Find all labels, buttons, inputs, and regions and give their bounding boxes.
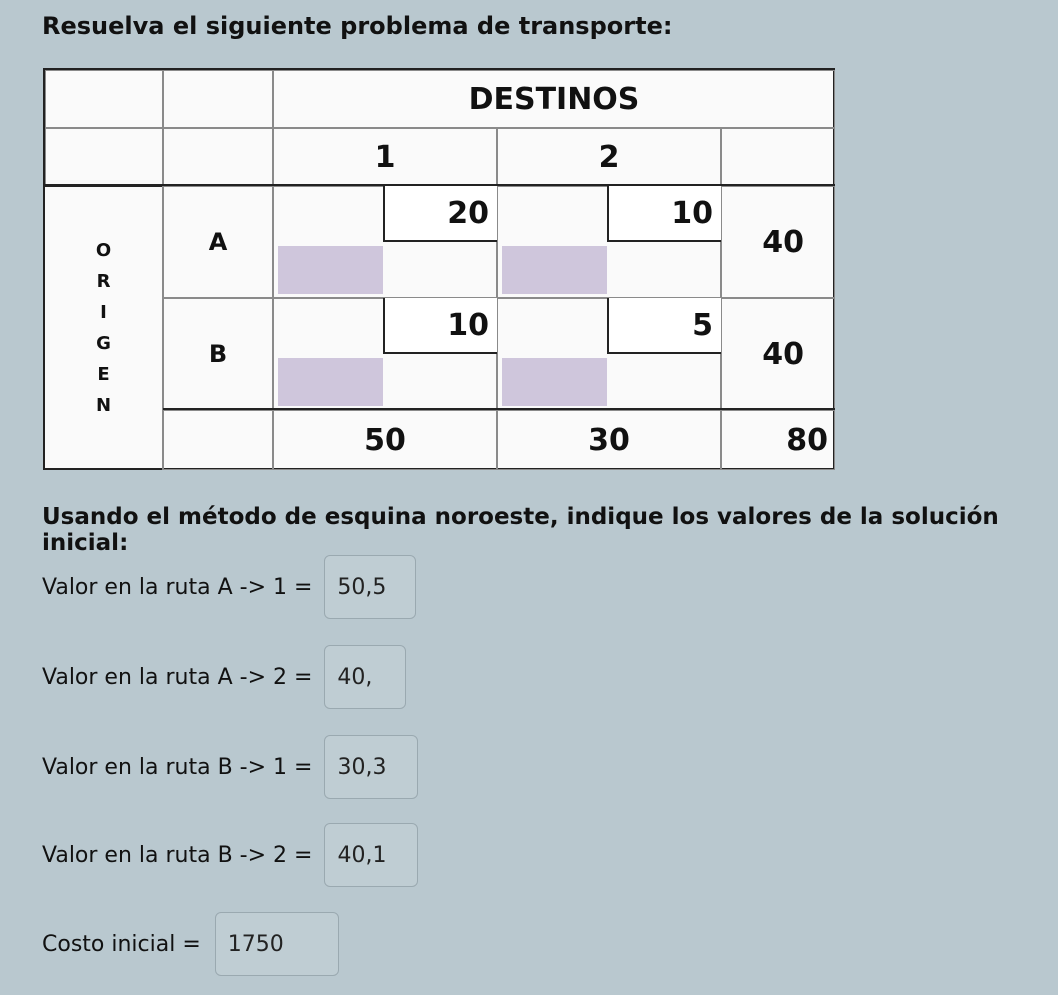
cell-a1-shade xyxy=(278,246,383,294)
cell-b2-shade xyxy=(502,358,607,406)
transport-table xyxy=(43,68,835,470)
empty-header-cell xyxy=(45,128,163,186)
answer-row-a1 xyxy=(42,555,416,619)
destination-2-header: 2 xyxy=(497,128,721,186)
answer-row-a2 xyxy=(42,645,406,709)
cost-a1: 20 xyxy=(383,186,497,242)
answer-row-b1 xyxy=(42,735,418,799)
origin-b-label: B xyxy=(163,298,273,410)
answer-input-a1[interactable]: 50,5 xyxy=(324,555,416,619)
supply-b: 40 xyxy=(721,298,835,410)
empty-total-cell xyxy=(163,410,273,470)
empty-header-cell xyxy=(721,128,835,186)
answer-row-b2 xyxy=(42,823,418,887)
cost-b1: 10 xyxy=(383,298,497,354)
destination-1-header: 1 xyxy=(273,128,497,186)
answer-label-cost: Costo inicial = xyxy=(42,931,201,957)
answer-label-b2: Valor en la ruta B -> 2 = xyxy=(42,842,313,868)
answer-label-a1: Valor en la ruta A -> 1 = xyxy=(42,574,313,600)
page-title: Resuelva el siguiente problema de transporte: xyxy=(42,12,673,40)
origen-letter: R xyxy=(96,271,111,292)
cell-b1-shade xyxy=(278,358,383,406)
cost-b2: 5 xyxy=(607,298,721,354)
demand-1: 50 xyxy=(273,410,497,470)
origen-label xyxy=(45,186,163,470)
answer-label-b1: Valor en la ruta B -> 1 = xyxy=(42,754,313,780)
origen-letter: I xyxy=(100,302,107,323)
answer-row-cost xyxy=(42,912,339,976)
cost-a2: 10 xyxy=(607,186,721,242)
answer-input-cost[interactable]: 1750 xyxy=(215,912,339,976)
cell-a2-shade xyxy=(502,246,607,294)
empty-header-cell xyxy=(163,70,273,128)
question-text: Usando el método de esquina noroeste, indique los valores de la solución inicial: xyxy=(42,504,999,556)
destinos-header: DESTINOS xyxy=(273,70,835,128)
total-supply-demand: 80 xyxy=(721,410,835,470)
origin-a-label: A xyxy=(163,186,273,298)
origen-letter: E xyxy=(97,364,110,385)
demand-2: 30 xyxy=(497,410,721,470)
origen-letter: N xyxy=(95,395,112,416)
supply-a: 40 xyxy=(721,186,835,298)
origen-letter: O xyxy=(95,240,112,261)
answer-input-a2[interactable]: 40, xyxy=(324,645,406,709)
answer-label-a2: Valor en la ruta A -> 2 = xyxy=(42,664,313,690)
empty-header-cell xyxy=(163,128,273,186)
origen-letter: G xyxy=(96,333,111,354)
answer-input-b1[interactable]: 30,3 xyxy=(324,735,418,799)
empty-header-cell xyxy=(45,70,163,128)
answer-input-b2[interactable]: 40,1 xyxy=(324,823,418,887)
